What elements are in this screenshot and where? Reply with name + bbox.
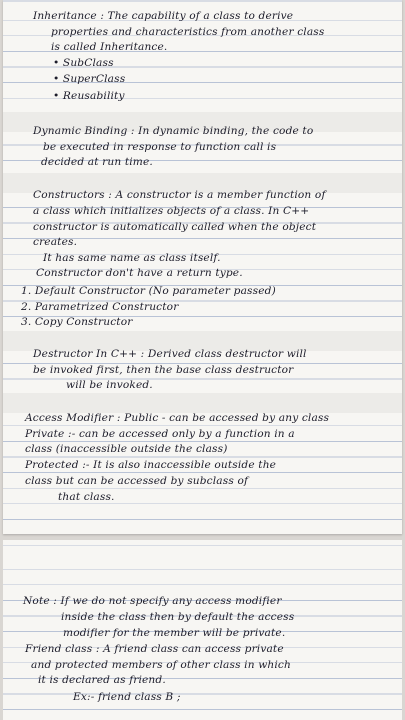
destructor-text: will be invoked. bbox=[66, 379, 153, 391]
notebook-page-2 bbox=[3, 540, 402, 720]
friend-class-example: Ex:- friend class B ; bbox=[73, 691, 181, 703]
friend-class-text: it is declared as friend. bbox=[38, 674, 166, 686]
constructors-text: constructor is automatically called when the object bbox=[33, 221, 317, 233]
constructor-type-item: 2. Parametrized Constructor bbox=[21, 301, 179, 313]
constructor-type-item: 3. Copy Constructor bbox=[21, 316, 133, 328]
note-text: modifier for the member will be private. bbox=[63, 627, 286, 639]
access-modifier-text: class but can be accessed by subclass of bbox=[25, 475, 249, 487]
dynamic-binding-text: decided at run time. bbox=[41, 156, 153, 168]
inheritance-text: properties and characteristics from another class bbox=[51, 26, 325, 38]
destructor-text: be invoked first, then the base class destructor bbox=[33, 364, 294, 376]
access-modifier-text: Protected :- It is also inaccessible outside the bbox=[25, 459, 277, 471]
access-modifier-text: class (inaccessible outside the class) bbox=[25, 443, 228, 455]
access-modifier-heading: Access Modifier : Public - can be accessed by any class bbox=[25, 412, 330, 424]
access-modifier-text: Private :- can be accessed only by a function in a bbox=[25, 428, 295, 440]
notebook-page-1 bbox=[3, 0, 402, 534]
dynamic-binding-text: be executed in response to function call is bbox=[43, 141, 277, 153]
constructor-type-item: 1. Default Constructor (No parameter passed) bbox=[21, 285, 276, 297]
constructors-text: a class which initializes objects of a class. In C++ bbox=[33, 205, 310, 217]
inheritance-bullet: • SubClass bbox=[53, 57, 114, 69]
inheritance-bullet: • SuperClass bbox=[53, 73, 126, 85]
friend-class-text: and protected members of other class in which bbox=[31, 659, 291, 671]
note-text: inside the class then by default the access bbox=[61, 611, 295, 623]
constructors-text: It has same name as class itself. bbox=[43, 252, 221, 264]
constructors-text: creates. bbox=[33, 236, 78, 248]
section-gap bbox=[3, 393, 402, 413]
destructor-heading: Destructor In C++ : Derived class destructor will bbox=[33, 348, 307, 360]
inheritance-bullet: • Reusability bbox=[53, 90, 125, 102]
constructors-heading: Constructors : A constructor is a member function of bbox=[33, 189, 326, 201]
access-modifier-text: that class. bbox=[58, 491, 115, 503]
constructors-text: Constructor don't have a return type. bbox=[36, 267, 243, 279]
dynamic-binding-heading: Dynamic Binding : In dynamic binding, the code to bbox=[33, 125, 314, 137]
note-heading: Note : If we do not specify any access modifier bbox=[23, 595, 282, 607]
inheritance-heading: Inheritance : The capability of a class to derive bbox=[33, 10, 294, 22]
friend-class-heading: Friend class : A friend class can access private bbox=[25, 643, 284, 655]
inheritance-text: is called Inheritance. bbox=[51, 41, 168, 53]
